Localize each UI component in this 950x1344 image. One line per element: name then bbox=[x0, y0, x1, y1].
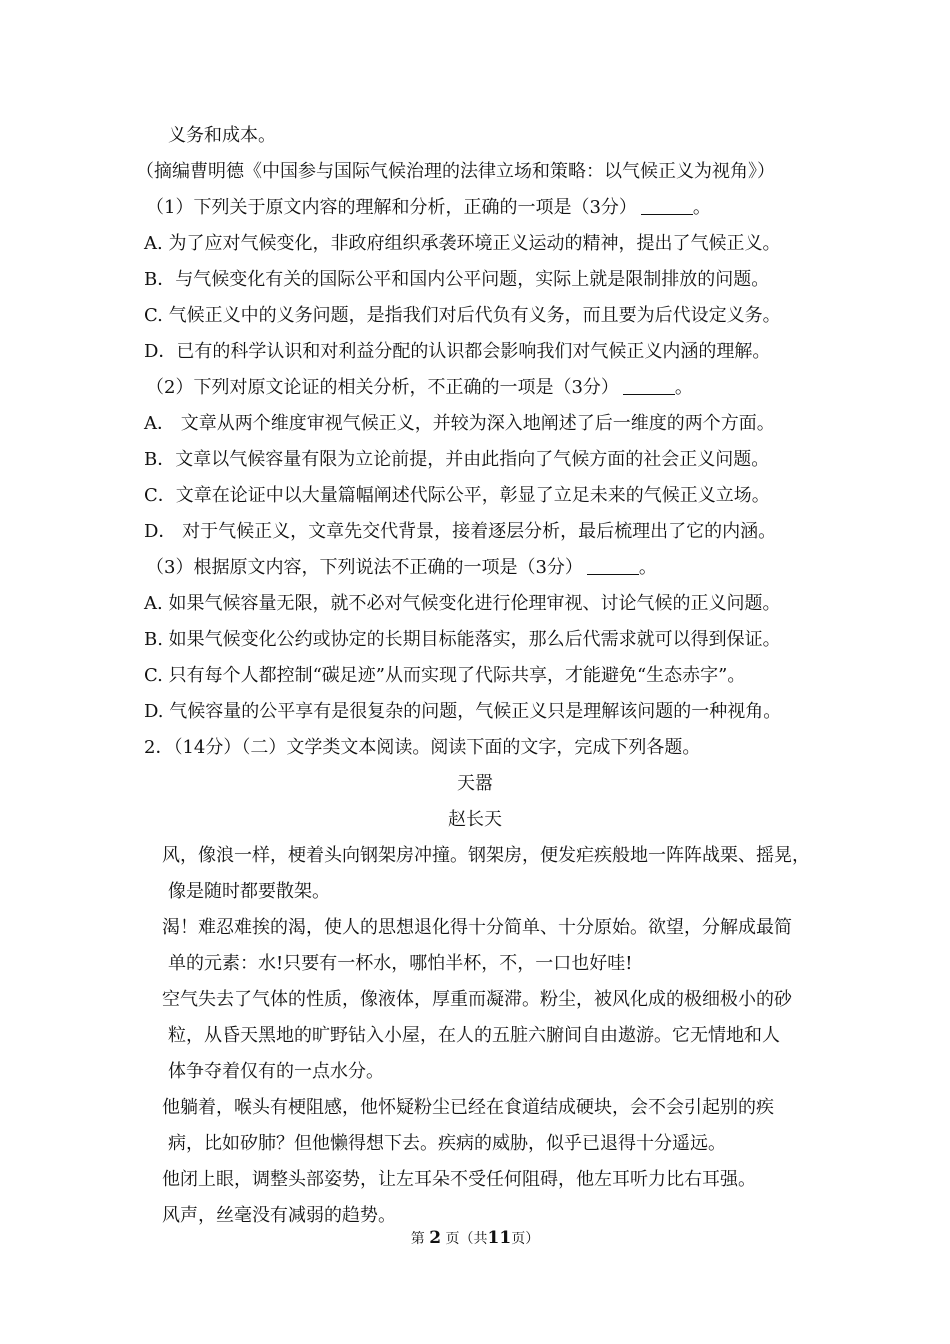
option-c: C. 只有每个人都控制“碳足迹”从而实现了代际共享，才能避免“生态赤字”。 bbox=[144, 665, 746, 686]
option-a: A． 文章从两个维度审视气候正义，并较为深入地阐述了后一维度的两个方面。 bbox=[144, 413, 775, 434]
question-1-stem: （1）下列关于原文内容的理解和分析，正确的一项是（3分） 。 bbox=[146, 197, 711, 218]
page-number: 2 bbox=[429, 1228, 442, 1248]
total-pages: 11 bbox=[487, 1228, 512, 1248]
text-line: 义务和成本。 bbox=[168, 125, 276, 146]
paragraph-line: 他躺着，喉头有梗阻感，他怀疑粉尘已经在食道结成硬块，会不会引起别的疾 bbox=[162, 1097, 774, 1118]
question-3-stem: （3）根据原文内容，下列说法不正确的一项是（3分） 。 bbox=[146, 557, 657, 578]
story-author: 赵长天 bbox=[448, 809, 502, 830]
page-footer: 第 2 页（共11页） bbox=[410, 1228, 540, 1248]
option-b: B. 如果气候变化公约或协定的长期目标能落实，那么后代需求就可以得到保证。 bbox=[144, 629, 781, 650]
option-d: D． 对于气候正义，文章先交代背景，接着逐层分析，最后梳理出了它的内涵。 bbox=[144, 521, 777, 542]
paragraph-line: 渴！难忍难挨的渴，使人的思想退化得十分简单、十分原始。欲望，分解成最简 bbox=[162, 917, 792, 938]
section-heading: 2．（14分）（二）文学类文本阅读。阅读下面的文字，完成下列各题。 bbox=[144, 737, 701, 758]
paragraph-line: 风声，丝毫没有减弱的趋势。 bbox=[162, 1205, 396, 1226]
option-d: D. 气候容量的公平享有是很复杂的问题，气候正义只是理解该问题的一种视角。 bbox=[144, 701, 782, 722]
paragraph-line: 他闭上眼，调整头部姿势，让左耳朵不受任何阻碍，他左耳听力比右耳强。 bbox=[162, 1169, 756, 1190]
option-b: B．文章以气候容量有限为立论前提，并由此指向了气候方面的社会正义问题。 bbox=[144, 449, 770, 470]
paragraph-line: 空气失去了气体的性质，像液体，厚重而凝滞。粉尘，被风化成的极细极小的砂 bbox=[162, 989, 792, 1010]
question-2-stem: （2）下列对原文论证的相关分析，不正确的一项是（3分） 。 bbox=[146, 377, 693, 398]
option-c: C．文章在论证中以大量篇幅阐述代际公平，彰显了立足未来的气候正义立场。 bbox=[144, 485, 770, 506]
paragraph-line: 像是随时都要散架。 bbox=[168, 881, 330, 902]
story-title: 天嚣 bbox=[457, 773, 493, 794]
paragraph-line: 风，像浪一样，梗着头向钢架房冲撞。钢架房，便发疟疾般地一阵阵战栗、摇晃， bbox=[162, 845, 810, 866]
option-b: B．与气候变化有关的国际公平和国内公平问题，实际上就是限制排放的问题。 bbox=[144, 269, 770, 290]
paragraph-line: 病，比如矽肺？但他懒得想下去。疾病的威胁，似乎已退得十分遥远。 bbox=[168, 1133, 726, 1154]
option-d: D．已有的科学认识和对利益分配的认识都会影响我们对气候正义内涵的理解。 bbox=[144, 341, 771, 362]
answer-blank bbox=[587, 556, 639, 575]
paragraph-line: 单的元素：水!只要有一杯水，哪怕半杯，不，一口也好哇! bbox=[168, 953, 633, 974]
paragraph-line: 体争夺着仅有的一点水分。 bbox=[168, 1061, 384, 1082]
option-a: A. 如果气候容量无限，就不必对气候变化进行伦理审视、讨论气候的正义问题。 bbox=[144, 593, 781, 614]
source-citation: （摘编曹明德《中国参与国际气候治理的法律立场和策略：以气候正义为视角》） bbox=[136, 161, 775, 182]
option-c: C. 气候正义中的义务问题，是指我们对后代负有义务，而且要为后代设定义务。 bbox=[144, 305, 781, 326]
answer-blank bbox=[623, 376, 675, 395]
option-a: A. 为了应对气候变化，非政府组织承袭环境正义运动的精神，提出了气候正义。 bbox=[144, 233, 781, 254]
paragraph-line: 粒，从昏天黑地的旷野钻入小屋，在人的五脏六腑间自由遨游。它无情地和人 bbox=[168, 1025, 780, 1046]
answer-blank bbox=[641, 196, 693, 215]
